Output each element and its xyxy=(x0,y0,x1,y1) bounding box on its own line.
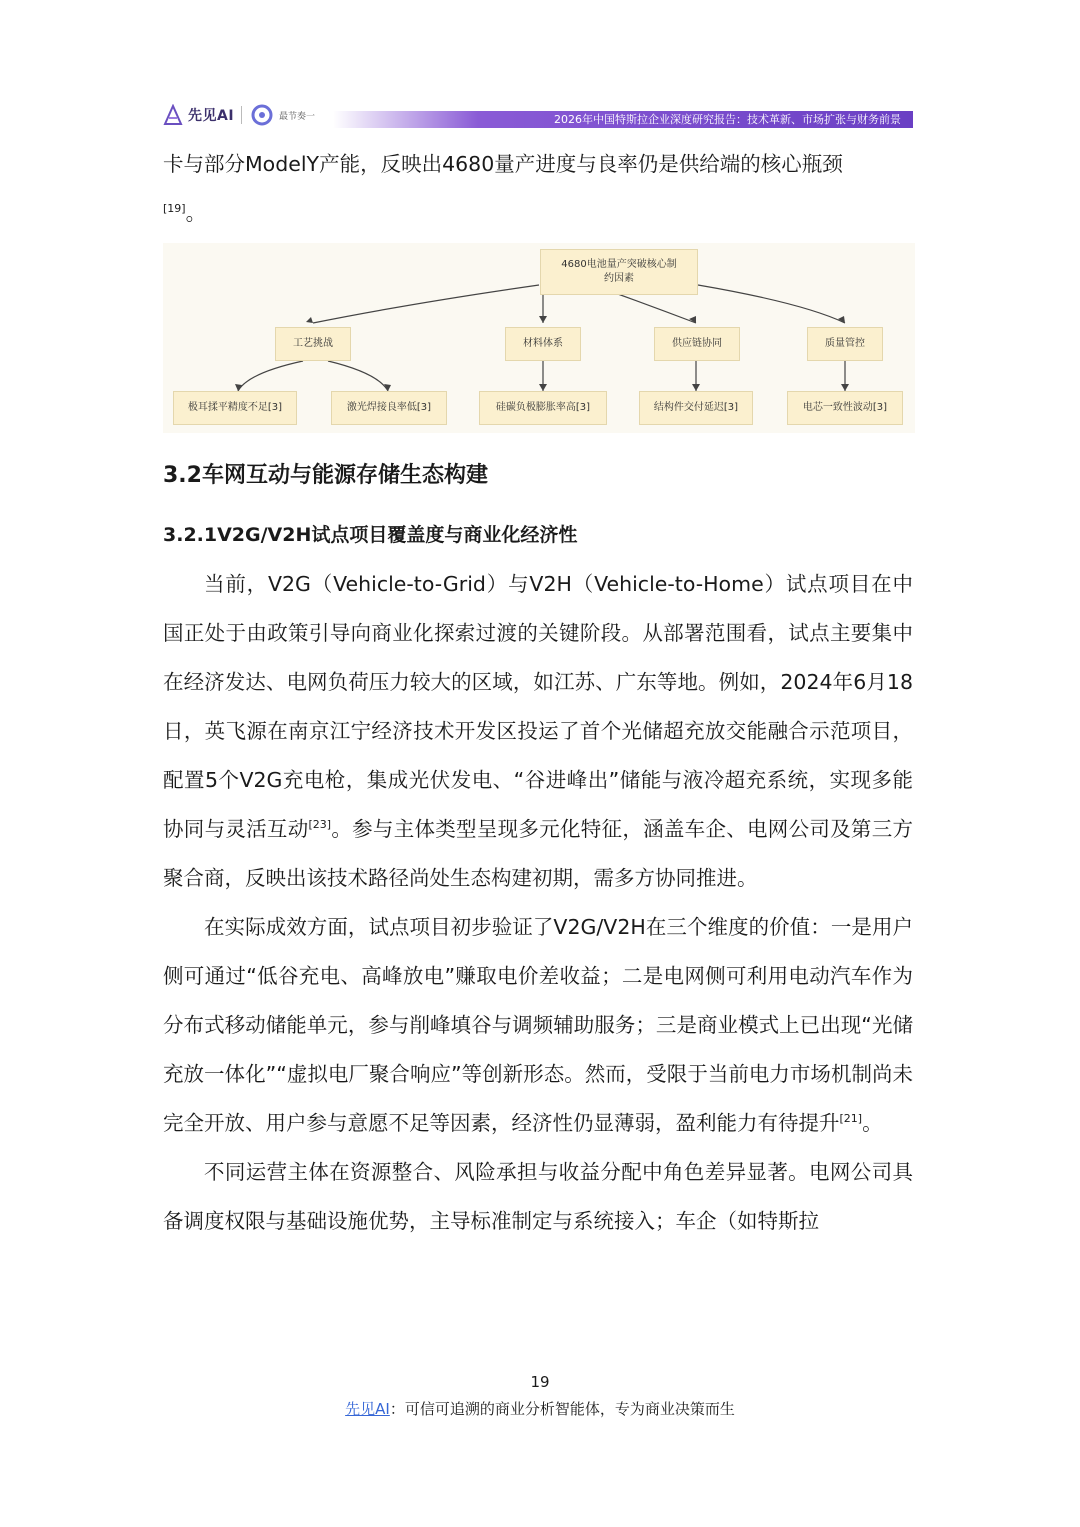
category-node: 供应链协同 xyxy=(654,327,740,361)
header-divider xyxy=(241,106,242,124)
intro-paragraph xyxy=(163,140,913,238)
partner-text: 最节奏一 xyxy=(279,111,316,122)
constraint-diagram xyxy=(163,243,915,433)
intro-end: 。 xyxy=(185,201,207,225)
category-node: 质量管控 xyxy=(807,327,883,361)
logo-icon xyxy=(163,104,183,126)
leaf-node: 电芯一致性波动[3] xyxy=(787,391,903,425)
citation: [23] xyxy=(308,818,332,832)
paragraph-3: 不同运营主体在资源整合、风险承担与收益分配中角色差异显著。电网公司具备调度权限与基础设施优势，主导标准制定与系统接入；车企（如特斯拉 xyxy=(163,1160,913,1233)
partner-icon xyxy=(251,104,273,126)
subsection-heading: 3.2.1V2G/V2H试点项目覆盖度与商业化经济性 xyxy=(163,524,578,546)
header-banner: 2026年中国特斯拉企业深度研究报告：技术革新、市场扩张与财务前景 xyxy=(333,111,913,128)
intro-line: 卡与部分ModelY产能，反映出4680量产进度与良率仍是供给端的核心瓶颈 xyxy=(163,152,843,176)
logo-text: 先见AI xyxy=(188,108,235,124)
connector-cat1-leaf2 xyxy=(328,361,388,391)
arrowhead xyxy=(539,316,547,323)
page-number: 19 xyxy=(530,1373,550,1391)
footer-brand-link[interactable]: 先见AI xyxy=(345,1400,390,1418)
arrowhead xyxy=(692,384,700,391)
page-header xyxy=(163,100,913,130)
footer-tagline: ：可信可追溯的商业分析智能体，专为商业决策而生 xyxy=(389,1400,735,1418)
brand-logo xyxy=(163,104,234,126)
connector-root-cat4 xyxy=(698,285,845,323)
leaf-node: 极耳揉平精度不足[3] xyxy=(173,391,297,425)
citation: [21] xyxy=(839,1112,863,1126)
body-text xyxy=(163,560,913,1246)
leaf-node: 结构件交付延迟[3] xyxy=(639,391,753,425)
p2-text: 在实际成效方面，试点项目初步验证了V2G/V2H在三个维度的价值：一是用户侧可通过“低谷充电、高峰放电”赚取电价差收益；二是电网侧可利用电动汽车作为分布式移动储能单元，参与削峰填谷与调频辅助服务；三是商业模式上已出现“光储充放一体化”“虚拟电厂聚合响应”等创新形态。然而，受限于当前电力市场机制尚未完全开放、用户参与意愿不足等因素，经济性仍显薄弱，盈利能力有待提升 xyxy=(163,915,913,1135)
arrowhead xyxy=(306,317,313,323)
partner-logo xyxy=(251,104,315,126)
p1-text: 当前，V2G（Vehicle-to-Grid）与V2H（Vehicle-to-Home）试点项目在中国正处于由政策引导向商业化探索过渡的关键阶段。从部署范围看，试点主要集中在经济发达、电网负荷压力较大的区域，如江苏、广东等地。例如，2024年6月18日，英飞源在南京江宁经济技术开发区投运了首个光储超充放交能融合示范项目，配置5个V2G充电枪，集成光伏发电、“谷进峰出”储能与液冷超充系统，实现多能协同与灵活互动 xyxy=(163,572,913,841)
paragraph-2 xyxy=(163,903,913,1148)
category-node: 材料体系 xyxy=(505,327,581,361)
section-heading: 3.2车网互动与能源存储生态构建 xyxy=(163,463,488,488)
category-node: 工艺挑战 xyxy=(275,327,351,361)
diagram-root-node: 4680电池量产突破核心制约因素 xyxy=(540,249,698,295)
page-footer xyxy=(0,1398,1080,1419)
intro-text xyxy=(163,140,913,238)
connector-cat1-leaf1 xyxy=(238,361,303,391)
arrowhead xyxy=(539,384,547,391)
p1-text-end: 。参与主体类型呈现多元化特征，涵盖车企、电网公司及第三方聚合商，反映出该技术路径尚处生态构建初期，需多方协同推进。 xyxy=(163,817,914,890)
arrowhead xyxy=(841,384,849,391)
citation: [19] xyxy=(163,202,186,216)
p2-text-end: 。 xyxy=(862,1111,883,1135)
leaf-node: 硅碳负极膨胀率高[3] xyxy=(479,391,607,425)
leaf-node: 激光焊接良率低[3] xyxy=(331,391,447,425)
paragraph-1 xyxy=(163,560,913,903)
connector-root-cat1 xyxy=(313,285,539,323)
